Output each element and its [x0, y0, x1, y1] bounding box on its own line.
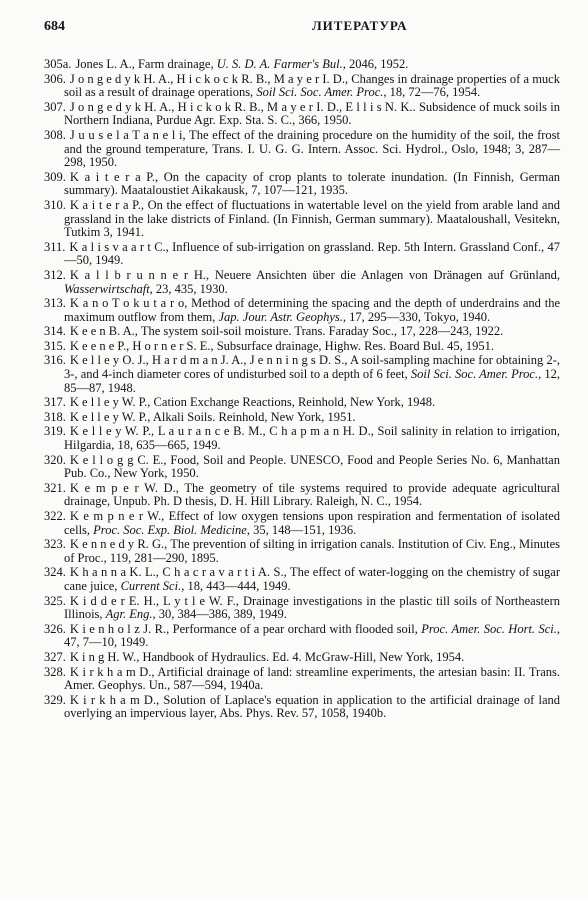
reference-number: 324. [44, 565, 66, 580]
reference-list [44, 58, 560, 721]
running-title: ЛИТЕРАТУРА [312, 18, 408, 33]
reference-text: , 30, 384—386, 389, 1949. [152, 607, 287, 622]
reference-text: K e e n e P., H o r n e r S. E., Subsurface drainage, Highw. Res. Board Bul. 45, 1951. [69, 338, 494, 353]
reference-text: , 12, 85—87, 1948. [64, 367, 560, 395]
reference-text: K a i t e r a P., On the effect of fluctuations in watertable level on the yield from arable land and grassland in the lake districts of Finland. (In Finnish, German summary). Maataloushall, Vesitekn, Tutkim 3, 1941. [64, 197, 560, 240]
reference-number: 308. [44, 127, 66, 142]
reference-text: , 23, 435, 1930. [149, 281, 228, 296]
reference-entry [44, 694, 560, 721]
reference-journal: U. S. D. A. Farmer's Bul. [216, 57, 343, 71]
reference-entry [44, 454, 560, 481]
reference-entry [44, 354, 560, 395]
reference-text: K e m p e r W. D., The geometry of tile systems required to provide adequate agricultural drainage, Unpub. Ph. D thesis, D. H. Hill Library. Raleigh, N. C., 1954. [64, 480, 560, 509]
reference-journal: Wasserwirtschaft [64, 281, 150, 296]
reference-text: K a n o T o k u t a r o, Method of determining the spacing and the depth of underdrains and the maximum outflow from them, [64, 296, 560, 324]
reference-text: K e l l e y W. P., Cation Exchange Reactions, Reinhold, New York, 1948. [69, 395, 436, 410]
reference-text: , 47, 7—10, 1949. [64, 621, 561, 650]
reference-number: 329. [44, 692, 66, 707]
reference-entry [44, 538, 560, 565]
reference-text: , 18, 443—444, 1949. [181, 578, 291, 593]
reference-entry [44, 411, 560, 425]
reference-number: 310. [44, 197, 66, 212]
reference-journal: Jap. Jour. Astr. Geophys. [218, 309, 343, 324]
reference-text: Jones L. A., Farm drainage, [75, 57, 217, 71]
reference-journal: Proc. Soc. Exp. Biol. Medicine [93, 522, 247, 537]
reference-entry [44, 566, 560, 593]
reference-text: K a i t e r a P., On the capacity of crop plants to tolerate inundation. (In Finnish, German summary). Maataloustiet Aikakausk, 7, 107—121, 1935. [64, 169, 560, 198]
reference-entry [44, 595, 560, 622]
reference-number: 309. [44, 169, 66, 184]
reference-number: 322. [44, 509, 66, 523]
reference-text: K i n g H. W., Handbook of Hydraulics. Ed. 4. McGraw-Hill, New York, 1954. [69, 649, 465, 664]
reference-number: 313. [44, 296, 66, 311]
reference-journal: Current Sci. [120, 578, 182, 593]
reference-entry [44, 58, 560, 72]
reference-text: J u u s e l a T a n e l i, The effect of the draining procedure on the humidity of the soil, the frost and the ground temperature, Trans. I. U. G. G. Intern. Assoc. Sci. Hydrol., Oslo, 1948; 3, 287—298, 1950. [64, 127, 560, 170]
reference-text: K i e n h o l z J. R., Performance of a pear orchard with flooded soil, [69, 621, 422, 636]
reference-entry [44, 510, 560, 537]
reference-text: , 2046, 1952. [342, 57, 409, 71]
reference-text: K i r k h a m D., Artificial drainage of land: streamline experiments, the artesian basin: II. Trans. Amer. Geophys. Un., 587—594, 1940a. [64, 664, 560, 693]
reference-entry [44, 623, 560, 650]
reference-text: K e e n B. A., The system soil-soil moisture. Trans. Faraday Soc., 17, 228—243, 1922. [69, 324, 504, 339]
reference-entry [44, 101, 560, 128]
reference-text: J o n g e d y k H. A., H i c k o k R. B., M a y e r I. D., E l l i s N. K.. Subsidence of muck soils in Northern Indiana, Purdue Agr. Exp. Sta. S. C., 366, 1950. [64, 99, 560, 128]
reference-text: K i d d e r E. H., L y t l e W. F., Drainage investigations in the plastic till soils of Northeastern Illinois, [64, 593, 560, 622]
reference-entry [44, 651, 560, 665]
reference-text: K h a n n a K. L., C h a c r a v a r t i A. S., The effect of water-logging on the chemistry of sugar cane juice, [64, 565, 560, 593]
reference-entry [44, 325, 560, 339]
reference-number: 319. [44, 424, 66, 439]
reference-number: 316. [44, 353, 66, 368]
reference-entry [44, 241, 560, 268]
reference-entry [44, 129, 560, 170]
reference-number: 323. [44, 537, 66, 552]
reference-number: 325. [44, 593, 66, 608]
reference-number: 321. [44, 480, 66, 495]
reference-journal: Soil Sci. Soc. Amer. Proc. [410, 367, 539, 382]
reference-text: K e l l e y O. J., H a r d m a n J. A., J e n n i n g s D. S., A soil-sampling machine for obtaining 2-, 3-, and 4-inch diameter cores of undisturbed soil to a depth of 6 feet, [64, 353, 560, 382]
reference-entry [44, 340, 560, 354]
reference-text: , 17, 295—330, Tokyo, 1940. [342, 309, 491, 324]
reference-text: K i r k h a m D., Solution of Laplace's equation in application to the artificial drainage of land overlying an impervious layer, Abs. Phys. Rev. 57, 1058, 1940b. [64, 692, 560, 721]
reference-text: K e n n e d y R. G., The prevention of silting in irrigation canals. Institution of Civ. Eng., Minutes of Proc., 119, 281—290, 1895. [64, 537, 560, 565]
reference-entry [44, 171, 560, 198]
reference-number: 311. [44, 239, 66, 254]
reference-entry [44, 73, 560, 100]
reference-text: K a l i s v a a r t C., Influence of sub-irrigation on grassland. Rep. 5th Intern. Grassland Conf., 47—50, 1949. [64, 239, 560, 268]
reference-journal: Proc. Amer. Soc. Hort. Sci. [421, 621, 557, 636]
reference-text: K e l l e y W. P., Alkali Soils. Reinhold, New York, 1951. [69, 409, 356, 424]
reference-number: 315. [44, 338, 66, 353]
reference-text: K a l l b r u n n e r H., Neuere Ansichten über die Anlagen von Dränagen auf Grünland, [69, 267, 560, 282]
reference-number: 317. [44, 395, 66, 410]
reference-number: 320. [44, 452, 66, 467]
reference-number: 314. [44, 324, 66, 339]
page-header [44, 18, 560, 48]
reference-entry [44, 297, 560, 324]
reference-text: K e l l o g g C. E., Food, Soil and People. UNESCO, Food and People Series No. 6, Manhattan Pub. Co., New York, 1950. [64, 452, 560, 481]
reference-journal: Soil Sci. Soc. Amer. Proc. [256, 85, 384, 100]
reference-entry [44, 396, 560, 410]
reference-text: K e l l e y W. P., L a u r a n c e B. M., C h a p m a n H. D., Soil salinity in relation to irrigation, Hilgardia, 18, 635—665, 1949. [64, 424, 560, 453]
reference-number: 327. [44, 649, 66, 664]
reference-entry [44, 482, 560, 509]
reference-text: , 18, 72—76, 1954. [383, 85, 481, 100]
reference-entry [44, 666, 560, 693]
reference-journal: Agr. Eng. [105, 607, 153, 622]
reference-number: 318. [44, 409, 66, 424]
reference-entry [44, 199, 560, 240]
reference-number: 307. [44, 99, 66, 114]
reference-text: K e m p n e r W., Effect of low oxygen tensions upon respiration and fermentation of isolated cells, [64, 509, 560, 537]
page-number: 684 [44, 19, 65, 34]
reference-text: , 35, 148—151, 1936. [246, 522, 357, 537]
reference-text: J o n g e d y k H. A., H i c k o c k R. B., M a y e r I. D., Changes in drainage properties of a muck soil as a result of drainage operations, [64, 71, 560, 100]
reference-number: 328. [44, 664, 66, 679]
reference-number: 306. [44, 71, 66, 86]
reference-number: 305a. [44, 57, 72, 71]
reference-number: 312. [44, 267, 66, 282]
reference-entry [44, 425, 560, 452]
reference-entry [44, 269, 560, 296]
reference-number: 326. [44, 621, 66, 636]
